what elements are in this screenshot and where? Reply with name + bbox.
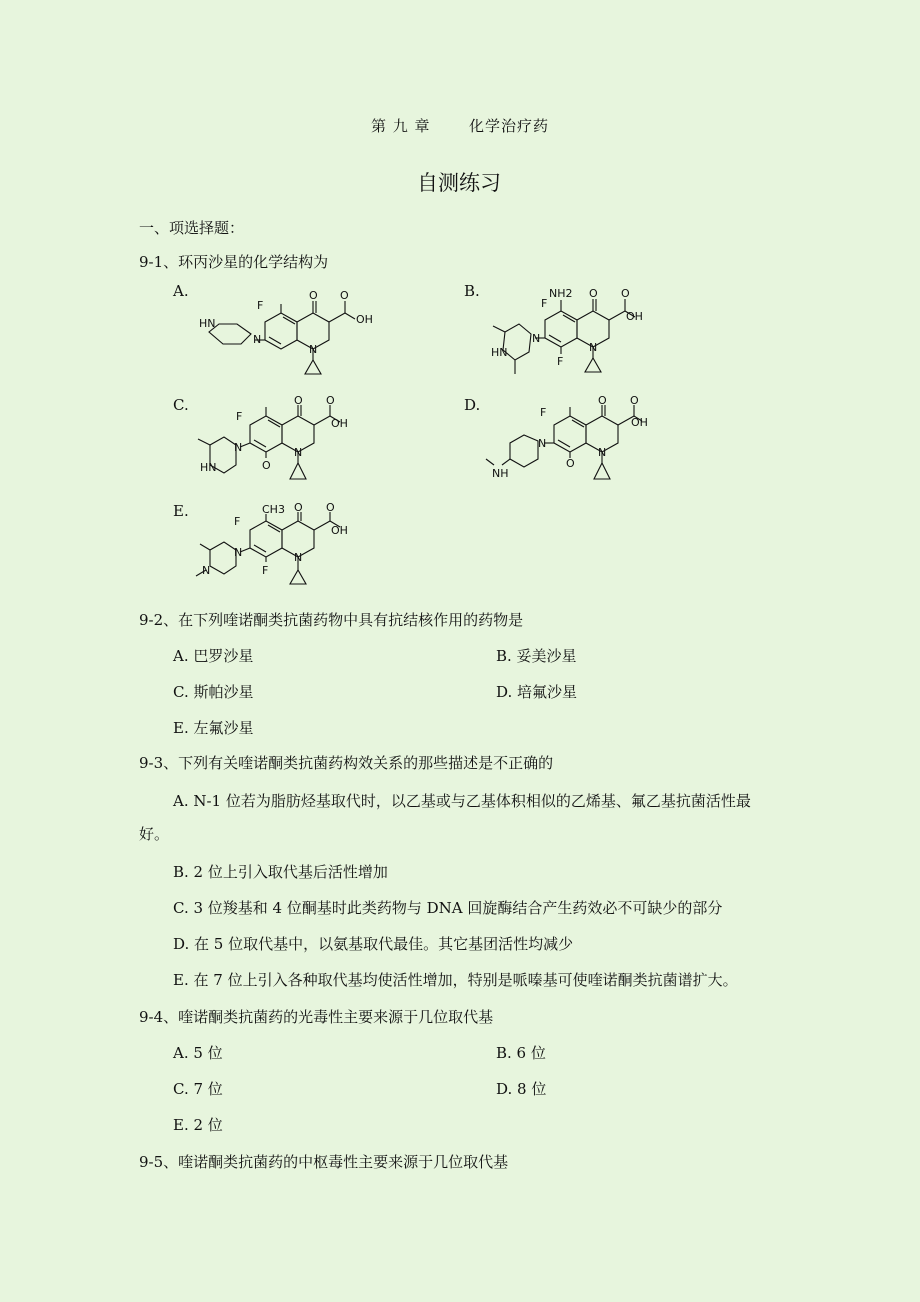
atom-o: O bbox=[294, 501, 303, 514]
atom-n: N bbox=[309, 343, 318, 356]
atom-hn: HN bbox=[491, 346, 508, 359]
q3-option-b: B. 2 位上引入取代基后活性增加 bbox=[173, 863, 388, 881]
atom-o: O bbox=[566, 457, 575, 470]
atom-o: O bbox=[589, 287, 598, 300]
atom-o: O bbox=[598, 395, 607, 407]
atom-o: O bbox=[326, 501, 335, 514]
q4-option-c: C. 7 位 bbox=[173, 1080, 223, 1098]
atom-n: N bbox=[598, 446, 607, 459]
atom-f: F bbox=[541, 297, 548, 310]
q2-option-c: C. 斯帕沙星 bbox=[173, 683, 254, 701]
atom-n: N bbox=[589, 341, 598, 354]
atom-n: N bbox=[538, 437, 547, 450]
q3-option-a-line2: 好。 bbox=[139, 825, 170, 843]
section-heading: 一、项选择题： bbox=[139, 219, 245, 237]
structure-b bbox=[485, 282, 685, 382]
atom-f: F bbox=[557, 355, 564, 368]
q3-option-c: C. 3 位羧基和 4 位酮基时此类药物与 DNA 回旋酶结合产生药效必不可缺少的部分 bbox=[173, 899, 723, 917]
q2-option-d: D. 培氟沙星 bbox=[496, 683, 578, 701]
atom-oh: OH bbox=[626, 310, 643, 323]
atom-o: O bbox=[630, 395, 639, 407]
atom-hn: HN bbox=[200, 461, 217, 474]
q2-option-b: B. 妥美沙星 bbox=[496, 647, 577, 665]
structure-a bbox=[195, 282, 385, 382]
atom-f: F bbox=[257, 299, 264, 312]
q3-option-a-line1: A. N-1 位若为脂肪烃基取代时，以乙基或与乙基体积相似的乙烯基、氟乙基抗菌活性最 bbox=[173, 792, 751, 810]
chapter-name: 化学治疗药 bbox=[469, 117, 550, 135]
q1-option-b-label: B. bbox=[464, 282, 480, 300]
chapter-number: 第 九 章 bbox=[371, 117, 431, 135]
question-9-3-stem: 9-3、下列有关喹诺酮类抗菌药构效关系的那些描述是不正确的 bbox=[139, 754, 554, 772]
atom-f: F bbox=[262, 564, 269, 577]
atom-o: O bbox=[262, 459, 271, 472]
q4-option-d: D. 8 位 bbox=[496, 1080, 547, 1098]
atom-oh: OH bbox=[331, 524, 348, 537]
q4-option-e: E. 2 位 bbox=[173, 1116, 223, 1134]
q1-option-a-label: A. bbox=[173, 282, 189, 300]
question-9-2-stem: 9-2、在下列喹诺酮类抗菌药物中具有抗结核作用的药物是 bbox=[139, 611, 524, 629]
q1-option-c-label: C. bbox=[173, 396, 189, 414]
atom-o: O bbox=[326, 395, 335, 407]
atom-o: O bbox=[294, 395, 303, 407]
atom-oh: OH bbox=[631, 416, 648, 429]
atom-f: F bbox=[540, 406, 547, 419]
atom-f: F bbox=[236, 410, 243, 423]
structure-d bbox=[484, 395, 684, 495]
structure-e bbox=[188, 500, 378, 592]
q4-option-a: A. 5 位 bbox=[173, 1044, 223, 1062]
atom-oh: OH bbox=[331, 417, 348, 430]
atom-f: F bbox=[234, 515, 241, 528]
page-title: 自测练习 bbox=[417, 171, 501, 195]
atom-n: N bbox=[234, 441, 243, 454]
atom-hn: HN bbox=[199, 317, 216, 330]
structure-c bbox=[188, 395, 378, 495]
atom-nh: NH bbox=[492, 467, 509, 480]
atom-n: N bbox=[532, 332, 541, 345]
question-9-4-stem: 9-4、喹诺酮类抗菌药的光毒性主要来源于几位取代基 bbox=[139, 1008, 494, 1026]
atom-o: O bbox=[309, 289, 318, 302]
q1-option-e-label: E. bbox=[173, 502, 189, 520]
atom-n: N bbox=[253, 333, 262, 346]
q1-option-d-label: D. bbox=[464, 396, 481, 414]
atom-ch3: CH3 bbox=[262, 503, 285, 516]
q4-option-b: B. 6 位 bbox=[496, 1044, 546, 1062]
q2-option-e: E. 左氟沙星 bbox=[173, 719, 254, 737]
atom-oh: OH bbox=[356, 313, 373, 326]
atom-o: O bbox=[340, 289, 349, 302]
atom-nh2: NH2 bbox=[549, 287, 573, 300]
atom-o: O bbox=[621, 287, 630, 300]
atom-n: N bbox=[294, 446, 303, 459]
atom-n: N bbox=[202, 564, 211, 577]
question-9-1-stem: 9-1、环丙沙星的化学结构为 bbox=[139, 253, 329, 271]
atom-n: N bbox=[294, 551, 303, 564]
question-9-5-stem: 9-5、喹诺酮类抗菌药的中枢毒性主要来源于几位取代基 bbox=[139, 1153, 509, 1171]
atom-n: N bbox=[234, 546, 243, 559]
q3-option-d: D. 在 5 位取代基中，以氨基取代最佳。其它基团活性均减少 bbox=[173, 935, 574, 953]
q3-option-e: E. 在 7 位上引入各种取代基均使活性增加，特别是哌嗪基可使喹诺酮类抗菌谱扩大。 bbox=[173, 971, 738, 989]
q2-option-a: A. 巴罗沙星 bbox=[173, 647, 254, 665]
